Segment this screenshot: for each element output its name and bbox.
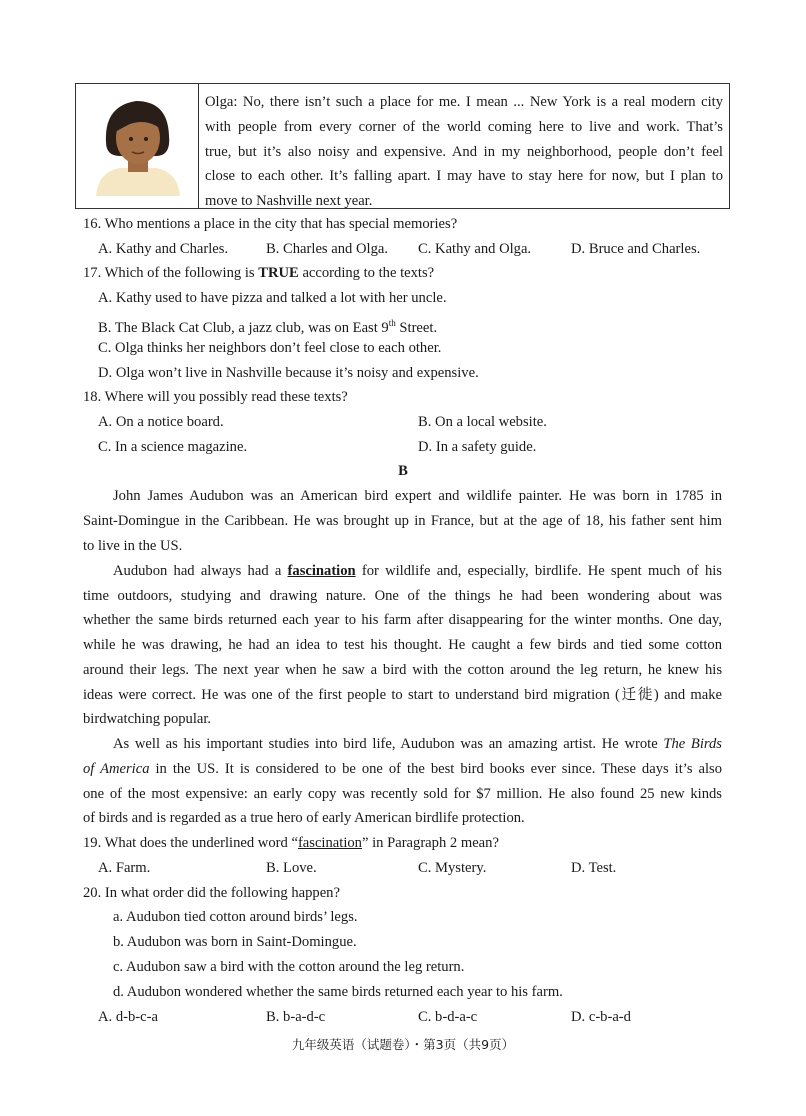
q16-option-d: D. Bruce and Charles. (571, 241, 701, 257)
q19-option-d: D. Test. (571, 860, 617, 876)
question-16-stem: 16. Who mentions a place in the city that has special memories? (83, 216, 458, 232)
q16-option-a: A. Kathy and Charles. (98, 241, 229, 257)
avatar-cell (76, 84, 199, 208)
p2-pre: Audubon had always had a (113, 563, 288, 579)
q19-stem-pre: 19. What does the underlined word “ (83, 835, 298, 851)
q20-option-a: A. d-b-c-a (98, 1009, 158, 1025)
q20-event: b. Audubon was born in Saint-Domingue. (113, 934, 357, 950)
q18-option-b: B. On a local website. (418, 414, 547, 430)
q20-event: a. Audubon tied cotton around birds’ legs. (113, 909, 358, 925)
dialog-line: Olga: No, there isn’t such a place for me. I mean ... New York is a real modern city (205, 94, 723, 110)
woman-avatar-icon (76, 84, 198, 208)
q19-stem-underlined: fascination (297, 835, 362, 851)
q18-option-a: A. On a notice board. (98, 414, 224, 430)
q17-b-sup: th (388, 318, 396, 328)
q16-option-b: B. Charles and Olga. (266, 241, 388, 257)
question-18-stem: 18. Where will you possibly read these texts? (83, 389, 348, 405)
book-title-part1: The Birds (663, 736, 722, 752)
q17-b-post: Street. (395, 319, 438, 336)
q16-option-c: C. Kathy and Olga. (418, 241, 532, 257)
p1-line: John James Audubon was an American bird expert and wildlife painter. He was born in 1785 in (113, 488, 722, 504)
p3-second-line (83, 760, 722, 778)
p1-line: to live in the US. (83, 538, 183, 554)
q20-event: d. Audubon wondered whether the same birds returned each year to his farm. (113, 984, 563, 1000)
p3-second-post: in the US. It is considered to be one of the best bird books ever since. These days it’s also (149, 761, 722, 777)
section-heading: B (398, 463, 408, 479)
p2-line: birdwatching popular. (83, 711, 212, 727)
q19-option-c: C. Mystery. (418, 860, 487, 876)
q20-event: c. Audubon saw a bird with the cotton around the leg return. (113, 959, 465, 975)
dialog-line: with people from every corner of the world coming here to live and work. That’s (205, 118, 723, 135)
dialog-box (75, 83, 730, 209)
p2-line: ideas were correct. He was one of the first people to start to understand bird migration (迁徙) and make (83, 687, 722, 703)
q17-b-pre: B. The Black Cat Club, a jazz club, was on East 9 (98, 319, 389, 336)
question-19-stem (83, 834, 499, 852)
p2-first-line (113, 562, 722, 580)
q18-option-c: C. In a science magazine. (98, 439, 248, 455)
dialog-text (205, 90, 723, 214)
p3-pre: As well as his important studies into bird life, Audubon was an amazing artist. He wrote (113, 736, 664, 752)
p2-line: whether the same birds returned each year to his farm after disappearing for the winter months. One day, (83, 612, 722, 628)
p2-post: for wildlife and, especially, birdlife. He spent much of his (355, 563, 722, 579)
p2-line: around their legs. The next year when he saw a bird with the cotton around the leg return, he knew his (83, 662, 722, 678)
q17-stem-post: according to the texts? (298, 265, 435, 281)
dialog-line: close to each other. It’s falling apart. I may have to stay here for now, but I plan to (205, 168, 723, 185)
p2-line: while he was drawing, he had an idea to test his thought. He caught a few birds and tied some cotton (83, 637, 722, 653)
p3-line: of birds and is regarded as a true hero of early American birdlife protection. (83, 810, 525, 826)
q17-option-a: A. Kathy used to have pizza and talked a lot with her uncle. (98, 290, 447, 306)
question-20-stem: 20. In what order did the following happen? (83, 885, 340, 901)
q17-option-b (98, 314, 437, 337)
book-title-part2: of America (83, 761, 150, 777)
p2-line: time outdoors, studying and drawing nature. One of the things he had been wondering about was (83, 588, 722, 604)
q17-option-d: D. Olga won’t live in Nashville because it’s noisy and expensive. (98, 365, 479, 381)
q19-option-a: A. Farm. (98, 860, 151, 876)
dialog-line: move to Nashville next year. (205, 193, 373, 210)
q17-option-c: C. Olga thinks her neighbors don’t feel close to each other. (98, 340, 442, 356)
page-footer: 九年级英语（试题卷）・第3页（共9页） (291, 1037, 515, 1052)
q20-option-c: C. b-d-a-c (418, 1009, 478, 1025)
p3-first-line (113, 735, 722, 753)
question-17-stem (83, 264, 434, 282)
q20-option-b: B. b-a-d-c (266, 1009, 326, 1025)
fascination-word: fascination (287, 563, 356, 579)
q19-stem-post: ” in Paragraph 2 mean? (361, 835, 499, 851)
q19-option-b: B. Love. (266, 860, 317, 876)
p1-line: Saint-Domingue in the Caribbean. He was brought up in France, but at the age of 18, his father sent him (83, 513, 722, 529)
q17-stem-bold: TRUE (258, 265, 299, 281)
q18-option-d: D. In a safety guide. (418, 439, 537, 455)
dialog-line: true, but it’s also noisy and expensive. And in my neighborhood, people don’t feel (205, 143, 723, 160)
q20-option-d: D. c-b-a-d (571, 1009, 631, 1025)
q17-stem-pre: 17. Which of the following is (83, 265, 259, 281)
p3-line: one of the most expensive: an early copy was recently sold for $7 million. He also found 25 new kinds (83, 786, 722, 802)
